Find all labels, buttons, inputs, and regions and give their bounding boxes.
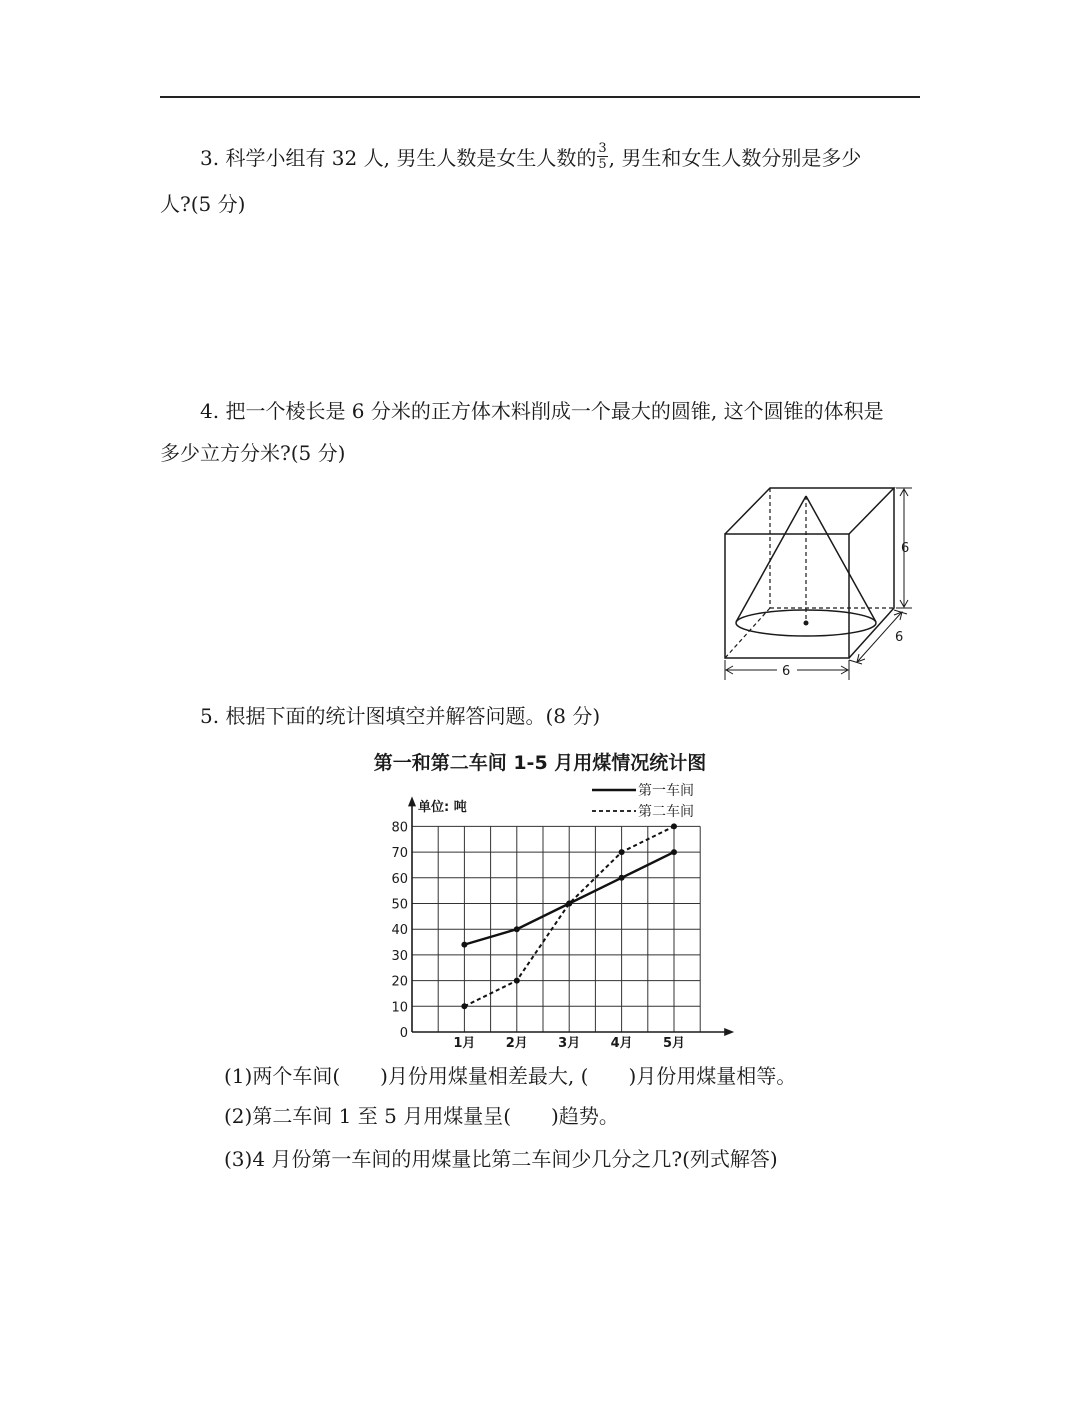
x-tick-label: 5月 [662,1036,686,1051]
x-tick-label: 2月 [505,1036,528,1051]
width-label: 6 [782,664,791,679]
series-1-point [671,849,677,855]
y-tick-label: 10 [391,1000,408,1016]
y-tick-labels [391,820,408,1041]
series-1-point [514,926,520,932]
series-2-point [461,1003,467,1009]
height-label: 6 [901,541,910,556]
q4-line2: 多少立方分米?(5 分) [160,441,346,465]
q3-text-after: , 男生和女生人数分别是多少 [608,146,862,170]
q3-fraction-num: 3 [598,141,607,156]
series-2-point [619,849,625,855]
x-tick-label: 4月 [610,1036,633,1051]
cube-top-face [725,488,894,534]
x-axis-arrow [724,1028,734,1036]
legend-label-2: 第二车间 [638,804,694,820]
q5-intro: 5. 根据下面的统计图填空并解答问题。(8 分) [200,704,601,728]
y-tick-label: 20 [391,974,408,990]
series-2-point [514,978,520,984]
series-2-point [566,901,572,907]
q5-sub1: (1)两个车间( )月份用煤量相差最大, ( )月份用煤量相等。 [224,1064,797,1088]
y-tick-label: 0 [399,1026,408,1041]
cube-cone-figure [718,482,928,682]
unit-label: 单位: 吨 [418,800,467,815]
x-tick-label: 3月 [558,1036,581,1051]
series-1-point [461,942,467,948]
x-tick-label: 1月 [453,1036,476,1051]
q3-line1 [200,141,862,174]
q3-text-before: 3. 科学小组有 32 人, 男生人数是女生人数的 [200,146,597,170]
q3-line2: 人?(5 分) [160,192,246,216]
chart-grid [412,826,700,1032]
q5-sub3: (3)4 月份第一车间的用煤量比第二车间少几分之几?(列式解答) [224,1147,778,1171]
y-axis-arrow [408,796,416,806]
chart-title: 第一和第二车间 1-5 月用煤情况统计图 [373,752,707,774]
q3-fraction [597,142,607,171]
y-tick-label: 40 [391,923,408,939]
q3-fraction-den: 5 [598,157,607,172]
y-tick-label: 70 [391,846,408,862]
cube-front-face [725,534,849,658]
chart-axes [408,796,734,1036]
q5-sub2: (2)第二车间 1 至 5 月用煤量呈( )趋势。 [224,1104,619,1128]
header-rule [160,96,920,98]
series-1-point [619,875,625,881]
chart-legend [592,783,694,820]
q4-line1: 4. 把一个棱长是 6 分米的正方体木料削成一个最大的圆锥, 这个圆锥的体积是 [200,399,884,423]
y-tick-label: 80 [391,820,408,836]
y-tick-label: 50 [391,897,408,913]
depth-label: 6 [895,630,904,645]
y-tick-label: 30 [391,948,408,964]
cone-base-center [804,621,809,626]
x-tick-labels [453,1036,685,1051]
series-2-point [671,823,677,829]
legend-label-1: 第一车间 [638,783,694,799]
y-tick-label: 60 [391,871,408,887]
line-chart [370,778,740,1058]
